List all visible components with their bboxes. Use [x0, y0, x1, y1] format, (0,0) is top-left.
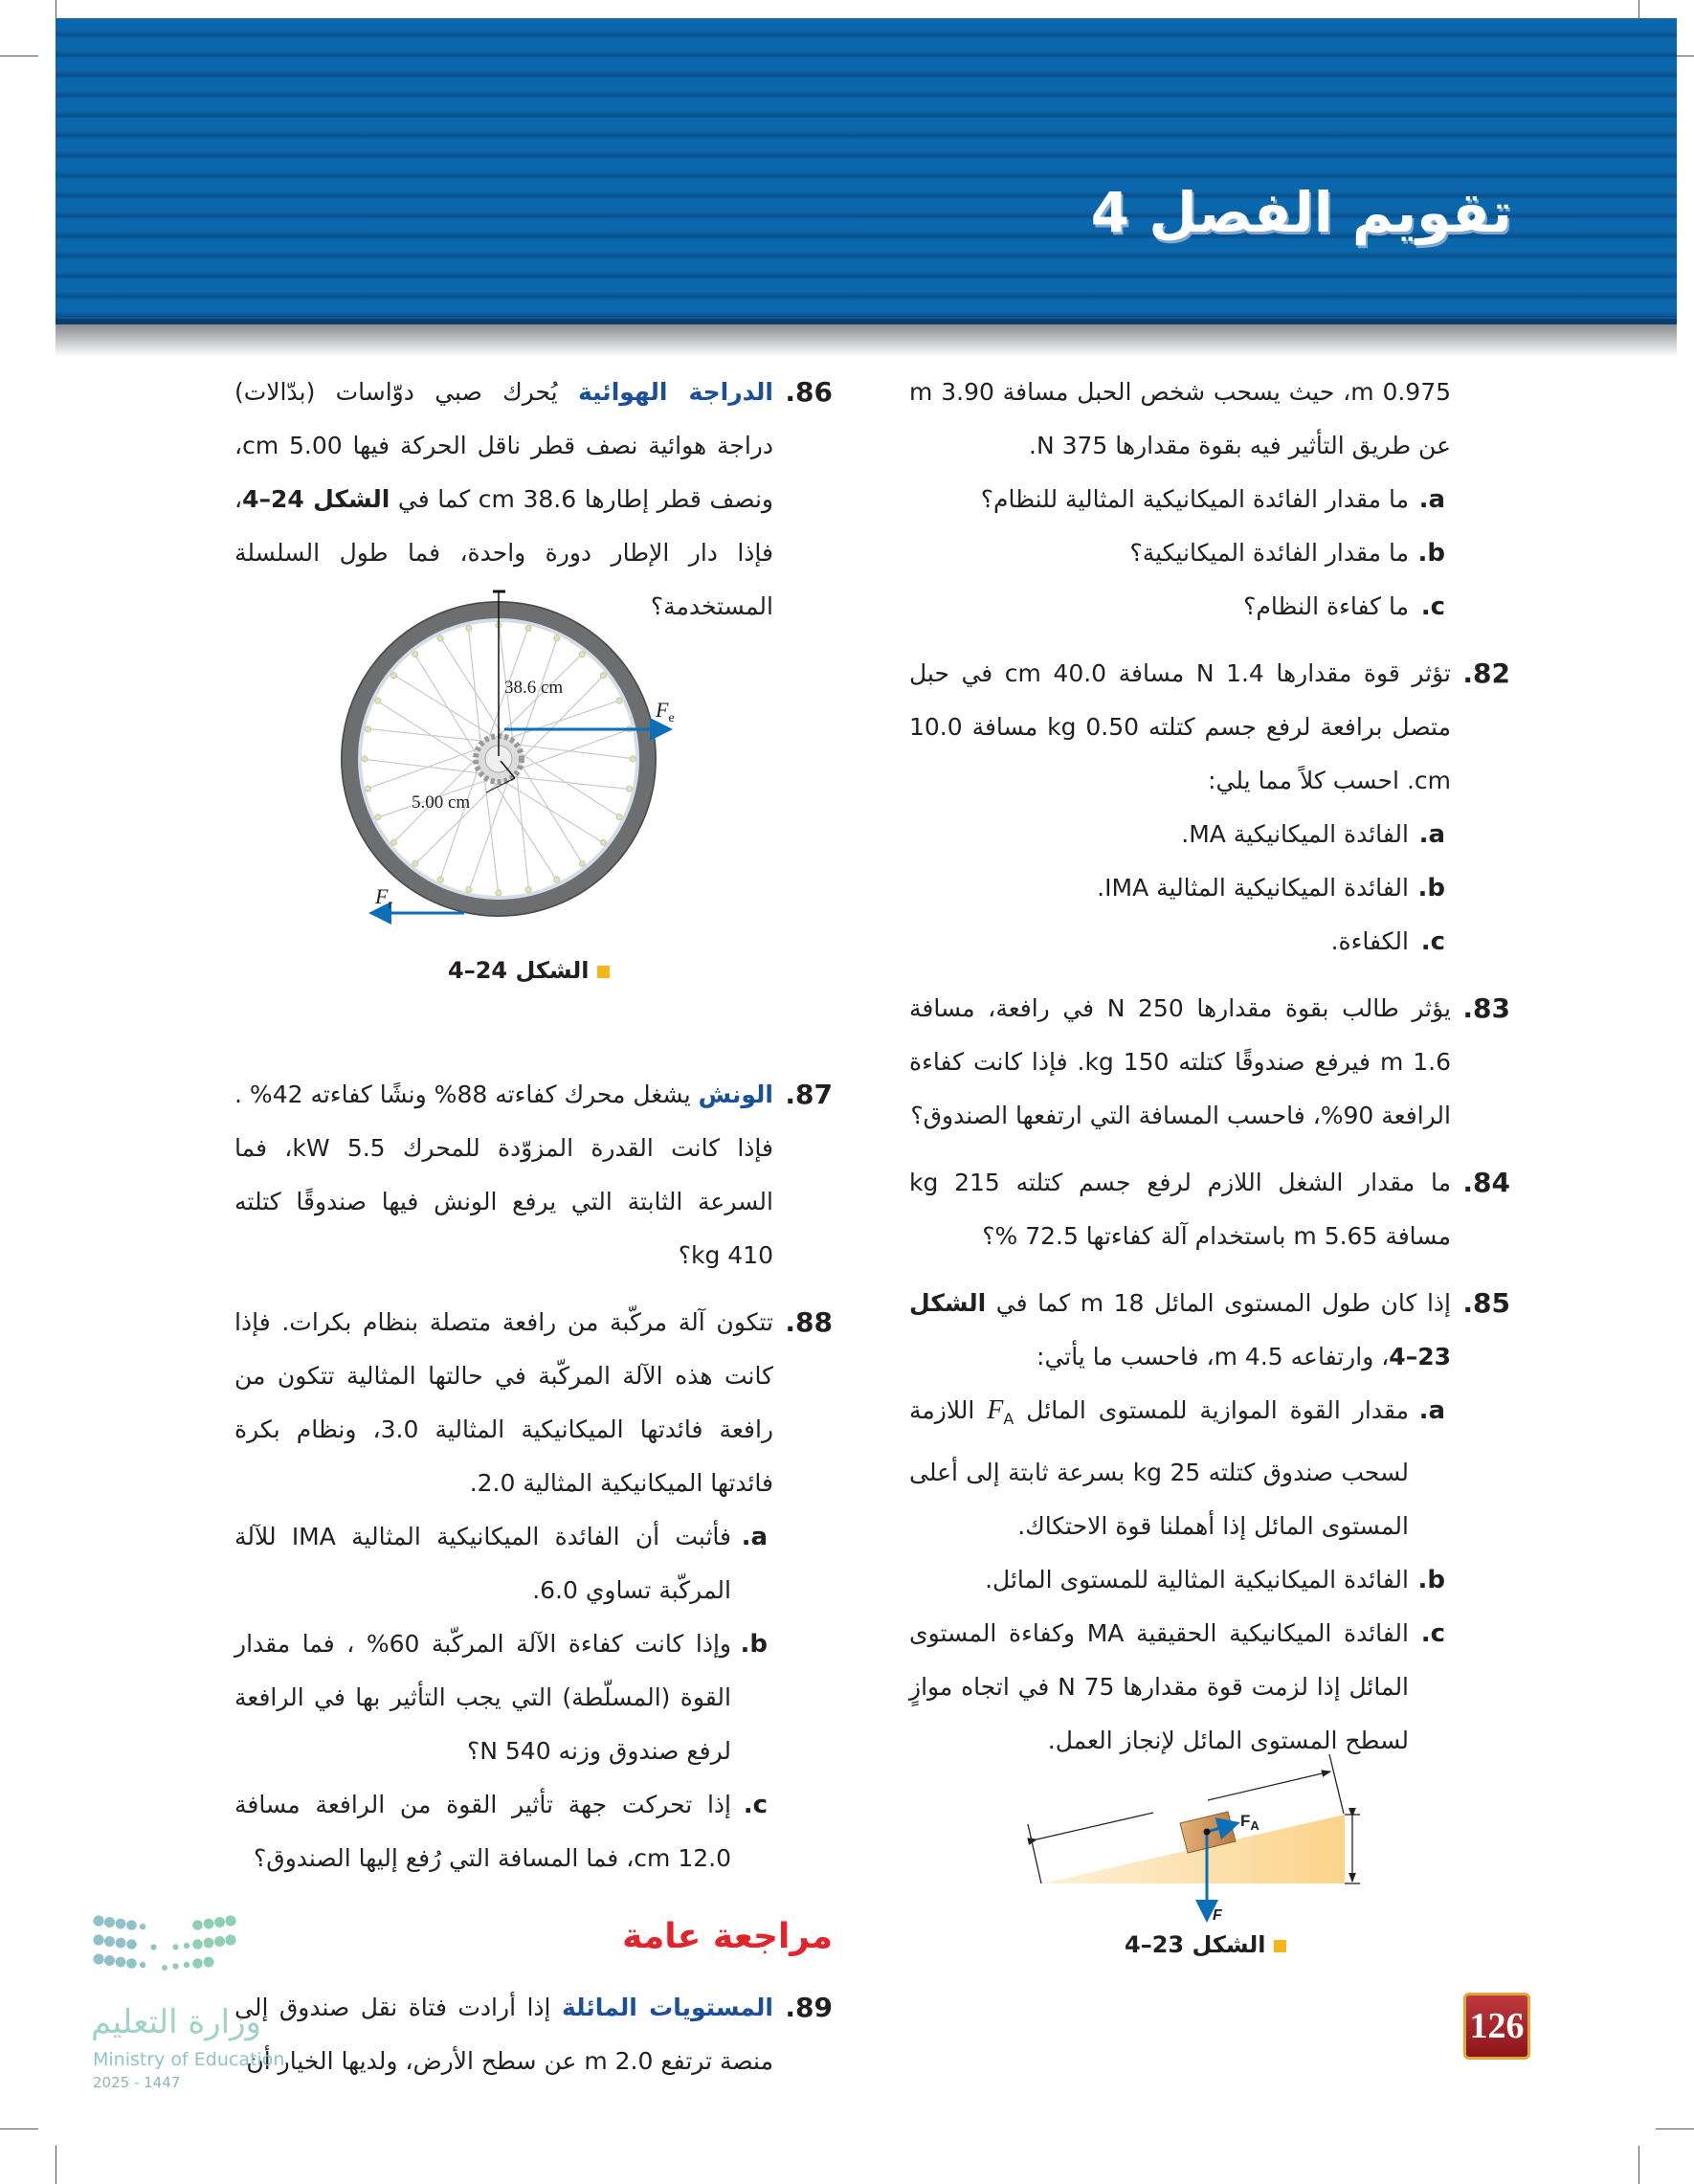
- topic-label: الدراجة الهوائية: [577, 378, 774, 406]
- figure-reference: الشكل 23–4: [909, 1289, 1451, 1371]
- logo-dot: [204, 1938, 214, 1949]
- question-number: 82.: [1462, 657, 1510, 689]
- logo-dot: [225, 1934, 235, 1945]
- sub-question-a: [234, 1510, 773, 1617]
- logo-dot: [184, 1962, 189, 1968]
- question-87: [234, 1068, 833, 1282]
- question-number: 85.: [1462, 1287, 1510, 1319]
- logo-dot: [126, 1958, 137, 1969]
- figure-spacer: [234, 647, 833, 1068]
- sub-label: c.: [1420, 927, 1445, 956]
- logo-dot: [104, 1955, 115, 1966]
- sub-text: الفائدة الميكانيكية الحقيقية MA وكفاءة المستوى المائل إذا لزمت قوة مقدارها 75 N في اتجاه موازٍ لسطح المستوى المائل لإنجاز العمل.: [909, 1619, 1410, 1754]
- sub-text: الكفاءة.: [1330, 927, 1409, 955]
- logo-dot: [204, 1919, 214, 1929]
- question-number: 83.: [1462, 992, 1510, 1024]
- sub-label: b.: [1417, 1566, 1445, 1594]
- question-text: [234, 1981, 773, 2088]
- question-number: 88.: [785, 1306, 833, 1338]
- question-text: ما مقدار الشغل اللازم لرفع جسم كتلته 215 kg مسافة 5.65 m باستخدام آلة كفاءتها 72.5 %؟: [909, 1169, 1451, 1250]
- sub-label: a.: [741, 1523, 768, 1551]
- sub-label: b.: [1417, 874, 1445, 903]
- question-text: [234, 366, 773, 634]
- caption-text: الشكل 24–4: [448, 957, 590, 984]
- fr-label: $F_r$: [375, 884, 393, 912]
- caption-text: الشكل 23–4: [1125, 1931, 1266, 1958]
- logo-english-text: Ministry of Education: [93, 2049, 285, 2070]
- sub-text: مقدار القوة الموازية للمستوى المائل: [1014, 1396, 1409, 1424]
- sub-text: الفائدة الميكانيكية المثالية IMA.: [1097, 874, 1409, 902]
- sub-label: c.: [1420, 1619, 1445, 1648]
- logo-dot: [126, 1920, 137, 1930]
- logo-dot: [214, 1917, 225, 1928]
- ministry-logo: [91, 1909, 311, 2101]
- question-86: [234, 366, 833, 634]
- logo-dot: [150, 1944, 156, 1950]
- question-number: 86.: [785, 376, 833, 408]
- logo-dot: [93, 1953, 103, 1964]
- question-text: 0.975 m، حيث يسحب شخص الحبل مسافة 3.90 m عن طريق التأثير فيه بقوة مقدارها 375 N.: [909, 378, 1452, 459]
- logo-dot: [116, 1919, 126, 1929]
- logo-dot: [192, 1939, 203, 1950]
- logo-dot: [93, 1934, 103, 1945]
- sub-label: a.: [1418, 485, 1445, 514]
- force-symbol: F: [987, 1395, 1004, 1425]
- text-part: إذا كان طول المستوى المائل 18 m كما في: [986, 1289, 1451, 1317]
- question-number: 87.: [785, 1079, 833, 1110]
- force-subscript: A: [1003, 1410, 1014, 1428]
- logo-dot: [116, 1957, 126, 1968]
- fa-label: $F_A$: [1240, 1812, 1259, 1833]
- sub-label: b.: [740, 1630, 768, 1659]
- text-part: يشغل محرك كفاءته 88% ونشًا كفاءته 42% . فإذا كانت القدرة المزوّدة للمحرك 5.5 kW، فما السرعة الثابتة التي يرفع الونش فيها صندوقًا كتلته 410 kg؟: [234, 1081, 774, 1269]
- sub-text: وإذا كانت كفاءة الآلة المركّبة 60% ، فما مقدار القوة (المسلّطة) التي يجب التأثير بها في الرافعة لرفع صندوق وزنه 540 N؟: [234, 1630, 731, 1765]
- topic-label: الونش: [698, 1081, 773, 1108]
- sub-label: b.: [1417, 539, 1445, 568]
- sub-text: الفائدة الميكانيكية المثالية للمستوى المائل.: [985, 1566, 1409, 1593]
- logo-dot: [214, 1936, 225, 1947]
- question-number: 84.: [1462, 1167, 1510, 1198]
- dimension-tick: [1028, 1824, 1041, 1883]
- question-text: [234, 1068, 773, 1282]
- sub-question-b: [234, 1617, 773, 1778]
- text-part: ، فإذا دار الإطار دورة واحدة، فما طول السلسلة المستخدمة؟: [234, 485, 773, 620]
- question-89: [234, 1981, 833, 2088]
- fe-label: $F_e$: [656, 698, 675, 725]
- logo-dot: [140, 1962, 145, 1968]
- question-text: تتكون آلة مركّبة من رافعة متصلة بنظام بكرات. فإذا كانت هذه الآلة المركّبة في حالتها المثالية تتكون من رافعة فائدتها الميكانيكية المثالية 3.0، ونظام بكرة فائدتها الميكانيكية المثالية 2.0.: [234, 1308, 773, 1497]
- logo-dot: [126, 1939, 137, 1950]
- logo-dot: [104, 1917, 115, 1928]
- sub-text: إذا تحركت جهة تأثير القوة من الرافعة مسافة 12.0 cm، فما المسافة التي رُفع إليها الصندوق؟: [234, 1791, 731, 1872]
- caption-square-icon: [1274, 1940, 1286, 1952]
- text-part: يُحرك صبي دوّاسات (بدّالات) دراجة هوائية نصف قطر ناقل الحركة فيها 5.00 cm، ونصف قطر إطارها 38.6 cm كما في: [234, 378, 774, 513]
- sub-text: الفائدة الميكانيكية MA.: [1181, 820, 1409, 848]
- f-label: F: [1213, 1907, 1222, 1924]
- figure-reference: الشكل 24–4: [242, 485, 390, 513]
- section-heading-general-review: مراجعة عامة: [622, 1917, 833, 1956]
- chapter-title: تقويم الفصل 4: [1090, 180, 1512, 245]
- center-dot: [1204, 1829, 1211, 1836]
- logo-dot: [116, 1938, 126, 1949]
- question-text: تؤثر قوة مقدارها 1.4 N مسافة 40.0 cm في حبل متصل برافعة لرفع جسم كتلته 0.50 kg مسافة 10.0 cm. احسب كلاً مما يلي:: [909, 659, 1451, 794]
- inner-radius-label: 5.00 cm: [412, 792, 471, 813]
- left-column: [234, 366, 833, 2102]
- sub-text: ما مقدار الفائدة الميكانيكية المثالية للنظام؟: [980, 485, 1409, 513]
- logo-dot: [172, 1963, 178, 1969]
- logo-dot: [192, 1920, 203, 1930]
- text-part: ، وارتفاعه 4.5 m، فاحسب ما يأتي:: [1036, 1343, 1390, 1371]
- sub-text: اللازمة لسحب صندوق كتلته 25 kg بسرعة ثابتة إلى أعلى المستوى المائل إذا أهملنا قوة الاحتكاك.: [909, 1396, 1409, 1540]
- logo-dot: [104, 1936, 115, 1947]
- sub-label: c.: [1420, 592, 1445, 621]
- question-number: 89.: [785, 1992, 833, 2023]
- logo-dot: [140, 1924, 145, 1929]
- question-88: [234, 1296, 833, 1885]
- sub-label: a.: [1418, 820, 1445, 849]
- sub-question-c: [234, 1778, 773, 1885]
- question-text: يؤثر طالب بقوة مقدارها 250 N في رافعة، مسافة 1.6 m فيرفع صندوقًا كتلته 150 kg. فإذا كانت كفاءة الرافعة 90%، فاحسب المسافة التي ارتفعها الصندوق؟: [909, 994, 1451, 1129]
- figure-4-23-caption: [1125, 1931, 1286, 1958]
- sub-text: فأثبت أن الفائدة الميكانيكية المثالية IMA للآلة المركّبة تساوي 6.0.: [234, 1523, 731, 1604]
- logo-dot: [172, 1944, 178, 1950]
- logo-dots-icon: [91, 1909, 311, 2005]
- logo-year: 2025 - 1447: [93, 2074, 181, 2091]
- sub-label: a.: [1418, 1396, 1445, 1425]
- length-dimension-line: [1036, 1813, 1153, 1839]
- logo-dot: [192, 1958, 203, 1969]
- sub-text: ما مقدار الفائدة الميكانيكية؟: [1129, 539, 1409, 567]
- logo-arabic-text: وزارة التعليم: [91, 2003, 261, 2041]
- logo-dot: [204, 1957, 214, 1968]
- length-dimension-line: [1208, 1772, 1330, 1800]
- dimension-tick: [1329, 1754, 1344, 1814]
- sub-label: c.: [743, 1791, 768, 1819]
- logo-dot: [184, 1943, 189, 1949]
- logo-dot: [93, 1915, 103, 1926]
- logo-dot: [225, 1915, 235, 1926]
- page-number: 126: [1463, 1993, 1530, 2060]
- logo-dot: [162, 1965, 167, 1971]
- text-part: إذا أرادت فتاة نقل صندوق إلى منصة ترتفع 2.0 m عن سطح الأرض، ولديها الخيار أن: [234, 1994, 773, 2075]
- sub-text: ما كفاءة النظام؟: [1243, 592, 1409, 620]
- topic-label: المستويات المائلة: [561, 1994, 773, 2021]
- outer-radius-label: 38.6 cm: [504, 678, 564, 698]
